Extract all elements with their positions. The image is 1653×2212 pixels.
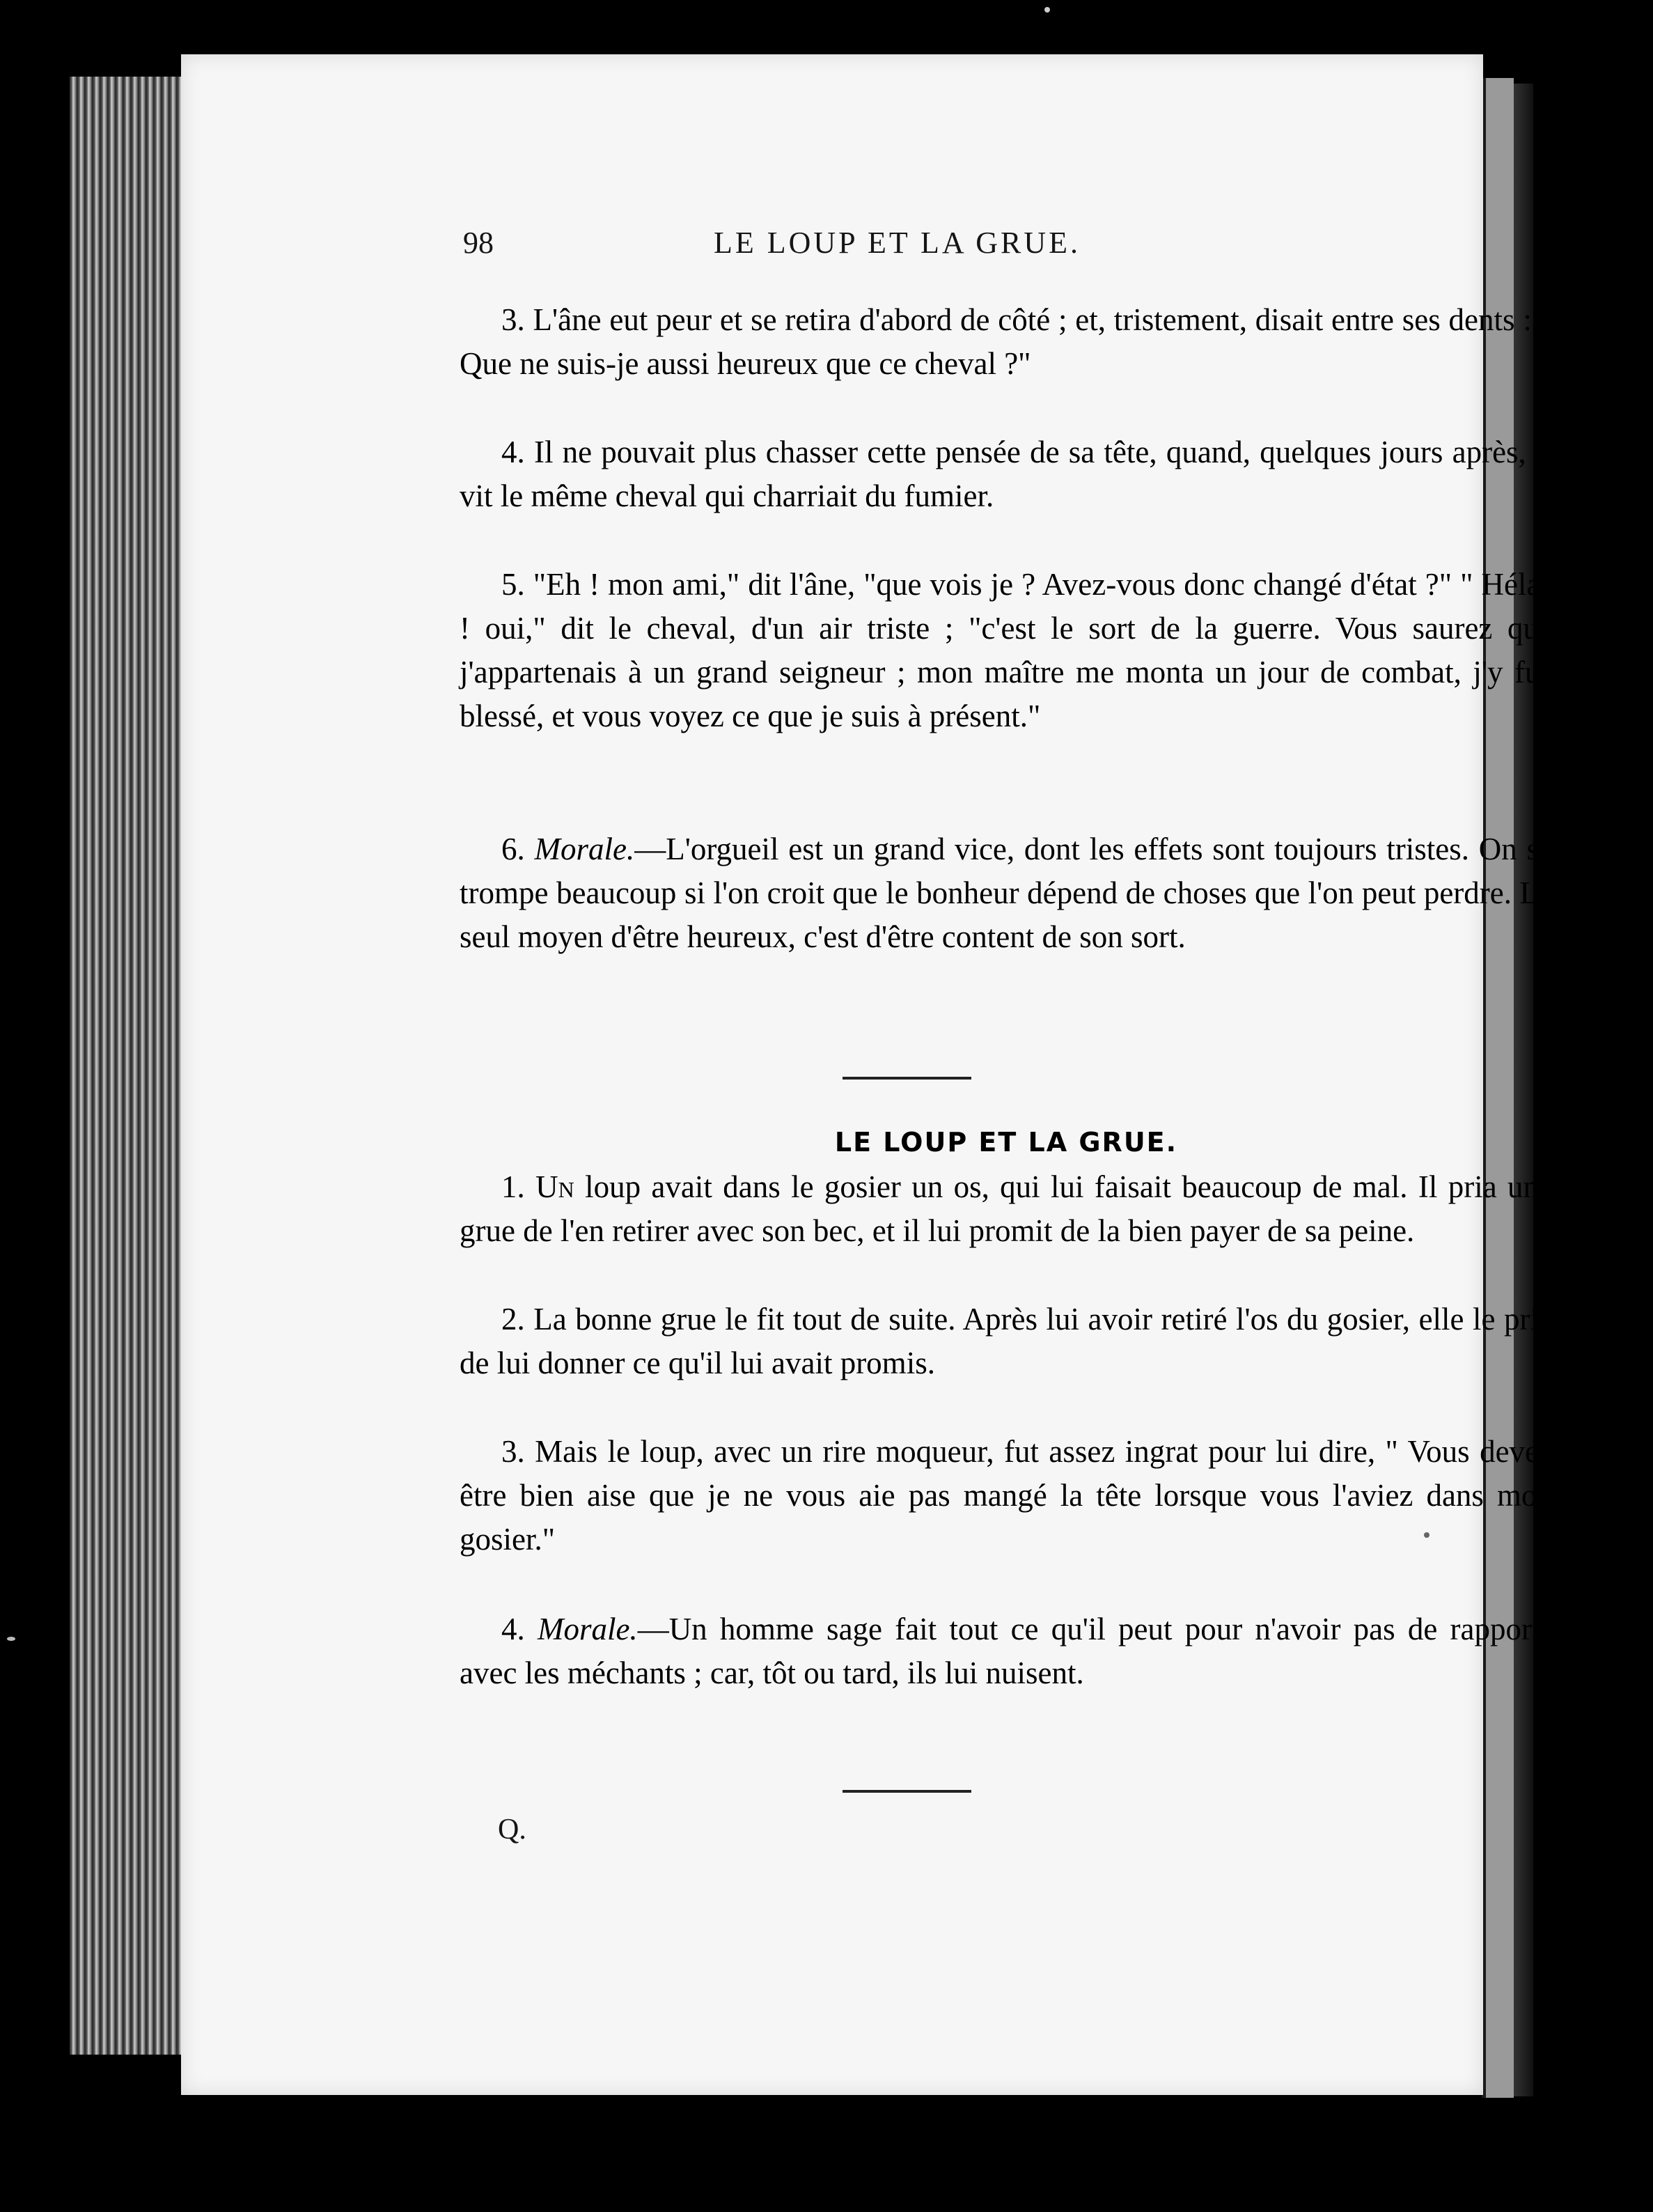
book-page (181, 54, 1553, 2095)
running-head (181, 54, 1483, 260)
fable2-paragraph-1 (460, 1165, 1553, 1253)
fable2-paragraph-4-morale (460, 1607, 1553, 1695)
paragraph-text: "Eh ! mon ami," dit l'âne, "que vois je ? Avez-vous donc changé d'état ?" " Hélas ! oui," dit le cheval, d'un air triste ; "c'est le sort de la guerre. Vous saurez que j'appartenais à un grand seigneur ; mon maître me monta un jour de combat, j'y fus blessé, et vous voyez ce que je suis à présent." (460, 567, 1553, 733)
paragraph-text: Mais le loup, avec un rire moqueur, fut assez ingrat pour lui dire, " Vous devez être bien aise que je ne vous aie pas mangé la tête lorsque vous l'aviez dans mon gosier." (460, 1434, 1553, 1557)
fable2-paragraph-3 (460, 1430, 1553, 1561)
paragraph-number: 6. (501, 832, 525, 866)
fable-title: LE LOUP ET LA GRUE. (834, 1127, 1178, 1158)
morale-label: Morale. (534, 832, 635, 866)
paragraph-number: 1. (501, 1169, 525, 1204)
paragraph-number: 3. (501, 1434, 525, 1469)
fable1-paragraph-5 (460, 563, 1553, 738)
fable1-paragraph-4 (460, 430, 1553, 518)
page-number: 98 (463, 226, 494, 260)
fable1-paragraph-3 (460, 298, 1553, 386)
fable2-paragraph-2 (460, 1298, 1553, 1385)
paragraph-number: 3. (501, 302, 525, 337)
paragraph-text: La bonne grue le fit tout de suite. Après lui avoir retiré l'os du gosier, elle le pria de lui donner ce qu'il lui avait promis. (460, 1302, 1553, 1380)
left-page-edges (70, 77, 188, 2055)
paragraph-text: —Un homme sage fait tout ce qu'il peut pour n'avoir pas de rapports avec les méchants ; car, tôt ou tard, ils lui nuisent. (460, 1612, 1553, 1690)
scan-speck (1044, 7, 1050, 13)
paragraph-number: 2. (501, 1302, 525, 1337)
morale-label: Morale. (537, 1612, 638, 1646)
paragraph-number: 4. (501, 1612, 525, 1646)
end-divider-rule (843, 1790, 971, 1793)
paragraph-text: L'âne eut peur et se retira d'abord de côté ; et, tristement, disait entre ses dents : " Que ne suis-je aussi heureux que ce cheval ?" (460, 302, 1553, 381)
paragraph-number: 4. (501, 435, 525, 469)
paragraph-lead-word: Un (535, 1169, 574, 1204)
fable1-paragraph-6-morale (460, 827, 1553, 959)
scan-speck (1424, 1532, 1429, 1538)
paragraph-text: Il ne pouvait plus chasser cette pensée de sa tête, quand, quelques jours après, il vit le même cheval qui charriait du fumier. (460, 435, 1553, 513)
scan-speck (7, 1637, 15, 1641)
paragraph-text: loup avait dans le gosier un os, qui lui faisait beaucoup de mal. Il pria une grue de l'en retirer avec son bec, et il lui promit de la bien payer de sa peine. (460, 1169, 1553, 1248)
paragraph-text: —L'orgueil est un grand vice, dont les effets sont toujours tristes. On se trompe beaucoup si l'on croit que le bonheur dépend de choses que l'on peut perdre. Le seul moyen d'être heureux, c'est d'être content de son sort. (460, 832, 1553, 954)
signature-mark: Q. (498, 1814, 526, 1846)
running-head-title: LE LOUP ET LA GRUE. (714, 226, 1081, 260)
section-divider-rule (843, 1077, 971, 1080)
paragraph-number: 5. (501, 567, 525, 602)
